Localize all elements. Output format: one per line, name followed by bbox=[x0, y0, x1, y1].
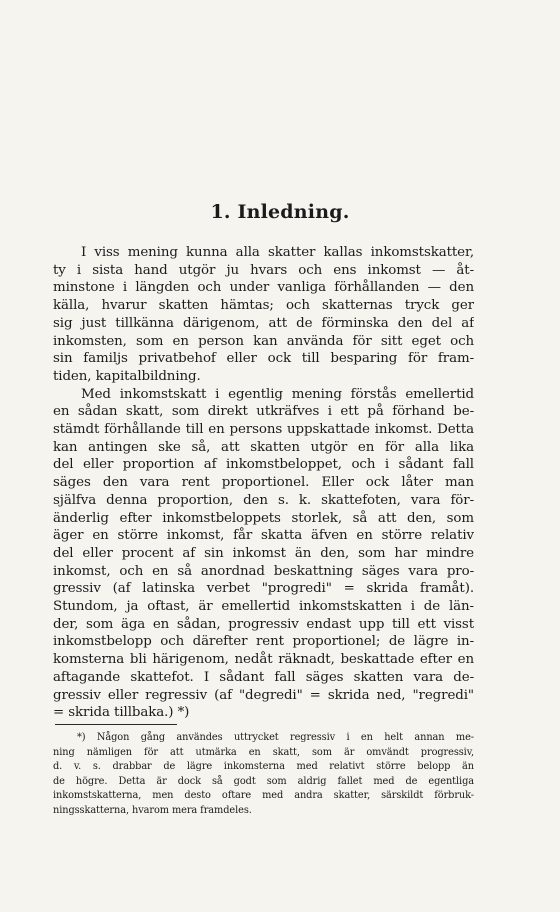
text-line: = skrida tillbaka.) *) bbox=[53, 705, 190, 721]
footnote bbox=[53, 731, 474, 819]
text-line: Stundom, ja oftast, är emellertid inkomstskatten i de län- bbox=[53, 599, 474, 615]
body-text bbox=[53, 244, 474, 722]
text-line: säges den vara rent proportionel. Eller ock låter man bbox=[53, 475, 474, 491]
text-line: minstone i längden och under vanliga förhållanden — den bbox=[53, 280, 474, 296]
text-line: Med inkomstskatt i egentlig mening förstås emellertid bbox=[81, 386, 474, 402]
text-line: gressiv (af latinska verbet "progredi" = skrida framåt). bbox=[53, 581, 474, 597]
text-line: I viss mening kunna alla skatter kallas inkomstskatter, bbox=[81, 245, 474, 260]
text-line: änderlig efter inkomstbeloppets storlek, så att den, som bbox=[53, 510, 474, 526]
footnote-line: inkomstskatterna, men desto oftare med andra skatter, särskildt förbruk- bbox=[53, 790, 474, 802]
text-line: inkomsten, som en person kan använda för sitt eget och bbox=[53, 333, 474, 349]
text-line: der, som äga en sådan, progressiv endast upp till ett visst bbox=[53, 616, 474, 632]
text-line: del eller procent af sin inkomst än den, som har mindre bbox=[53, 545, 474, 561]
text-line: inkomstbelopp och därefter rent proportionel; de lägre in- bbox=[53, 634, 474, 650]
text-line: del eller proportion af inkomstbeloppet, och i sådant fall bbox=[53, 457, 474, 473]
footnote-divider bbox=[55, 724, 177, 725]
footnote-line: ningsskatterna, hvarom mera framdeles. bbox=[53, 804, 252, 816]
text-line: inkomst, och en så anordnad beskattning säges vara pro- bbox=[53, 563, 474, 579]
text-line: äger en större inkomst, får skatta äfven en större relativ bbox=[53, 528, 474, 544]
footnote-line: d. v. s. drabbar de lägre inkomsterna med relativt större belopp än bbox=[53, 761, 474, 773]
text-line: kan antingen ske så, att skatten utgör en för alla lika bbox=[53, 439, 474, 455]
text-line: gressiv eller regressiv (af "degredi" = skrida ned, "regredi" bbox=[53, 687, 474, 703]
text-line: komsterna bli härigenom, nedåt räknadt, beskattade efter en bbox=[53, 652, 474, 668]
text-line: tiden, kapitalbildning. bbox=[53, 368, 201, 384]
text-line: aftagande skattefot. I sådant fall säges skatten vara de- bbox=[53, 669, 474, 685]
text-line: själfva denna proportion, den s. k. skattefoten, vara för- bbox=[53, 492, 474, 508]
text-line: en sådan skatt, som direkt utkräfves i ett på förhand be- bbox=[53, 404, 474, 420]
text-line: sig just tillkänna därigenom, att de förminska den del af bbox=[53, 315, 474, 331]
text-line: sin familjs privatbehof eller ock till besparing för fram- bbox=[53, 351, 474, 367]
text-line: källa, hvarur skatten hämtas; och skatternas tryck ger bbox=[53, 298, 474, 314]
footnote-line: de högre. Detta är dock så godt som aldrig fallet med de egentliga bbox=[53, 775, 474, 787]
footnote-line: *) Någon gång användes uttrycket regressiv i en helt annan me- bbox=[77, 732, 474, 743]
chapter-heading: 1. Inledning. bbox=[210, 201, 350, 223]
footnote-line: ning nämligen för att utmärka en skatt, som är omvändt progressiv, bbox=[53, 746, 474, 758]
text-line: ty i sista hand utgör ju hvars och ens inkomst — åt- bbox=[53, 262, 474, 278]
text-line: stämdt förhållande till en persons uppskattade inkomst. Detta bbox=[53, 422, 474, 438]
